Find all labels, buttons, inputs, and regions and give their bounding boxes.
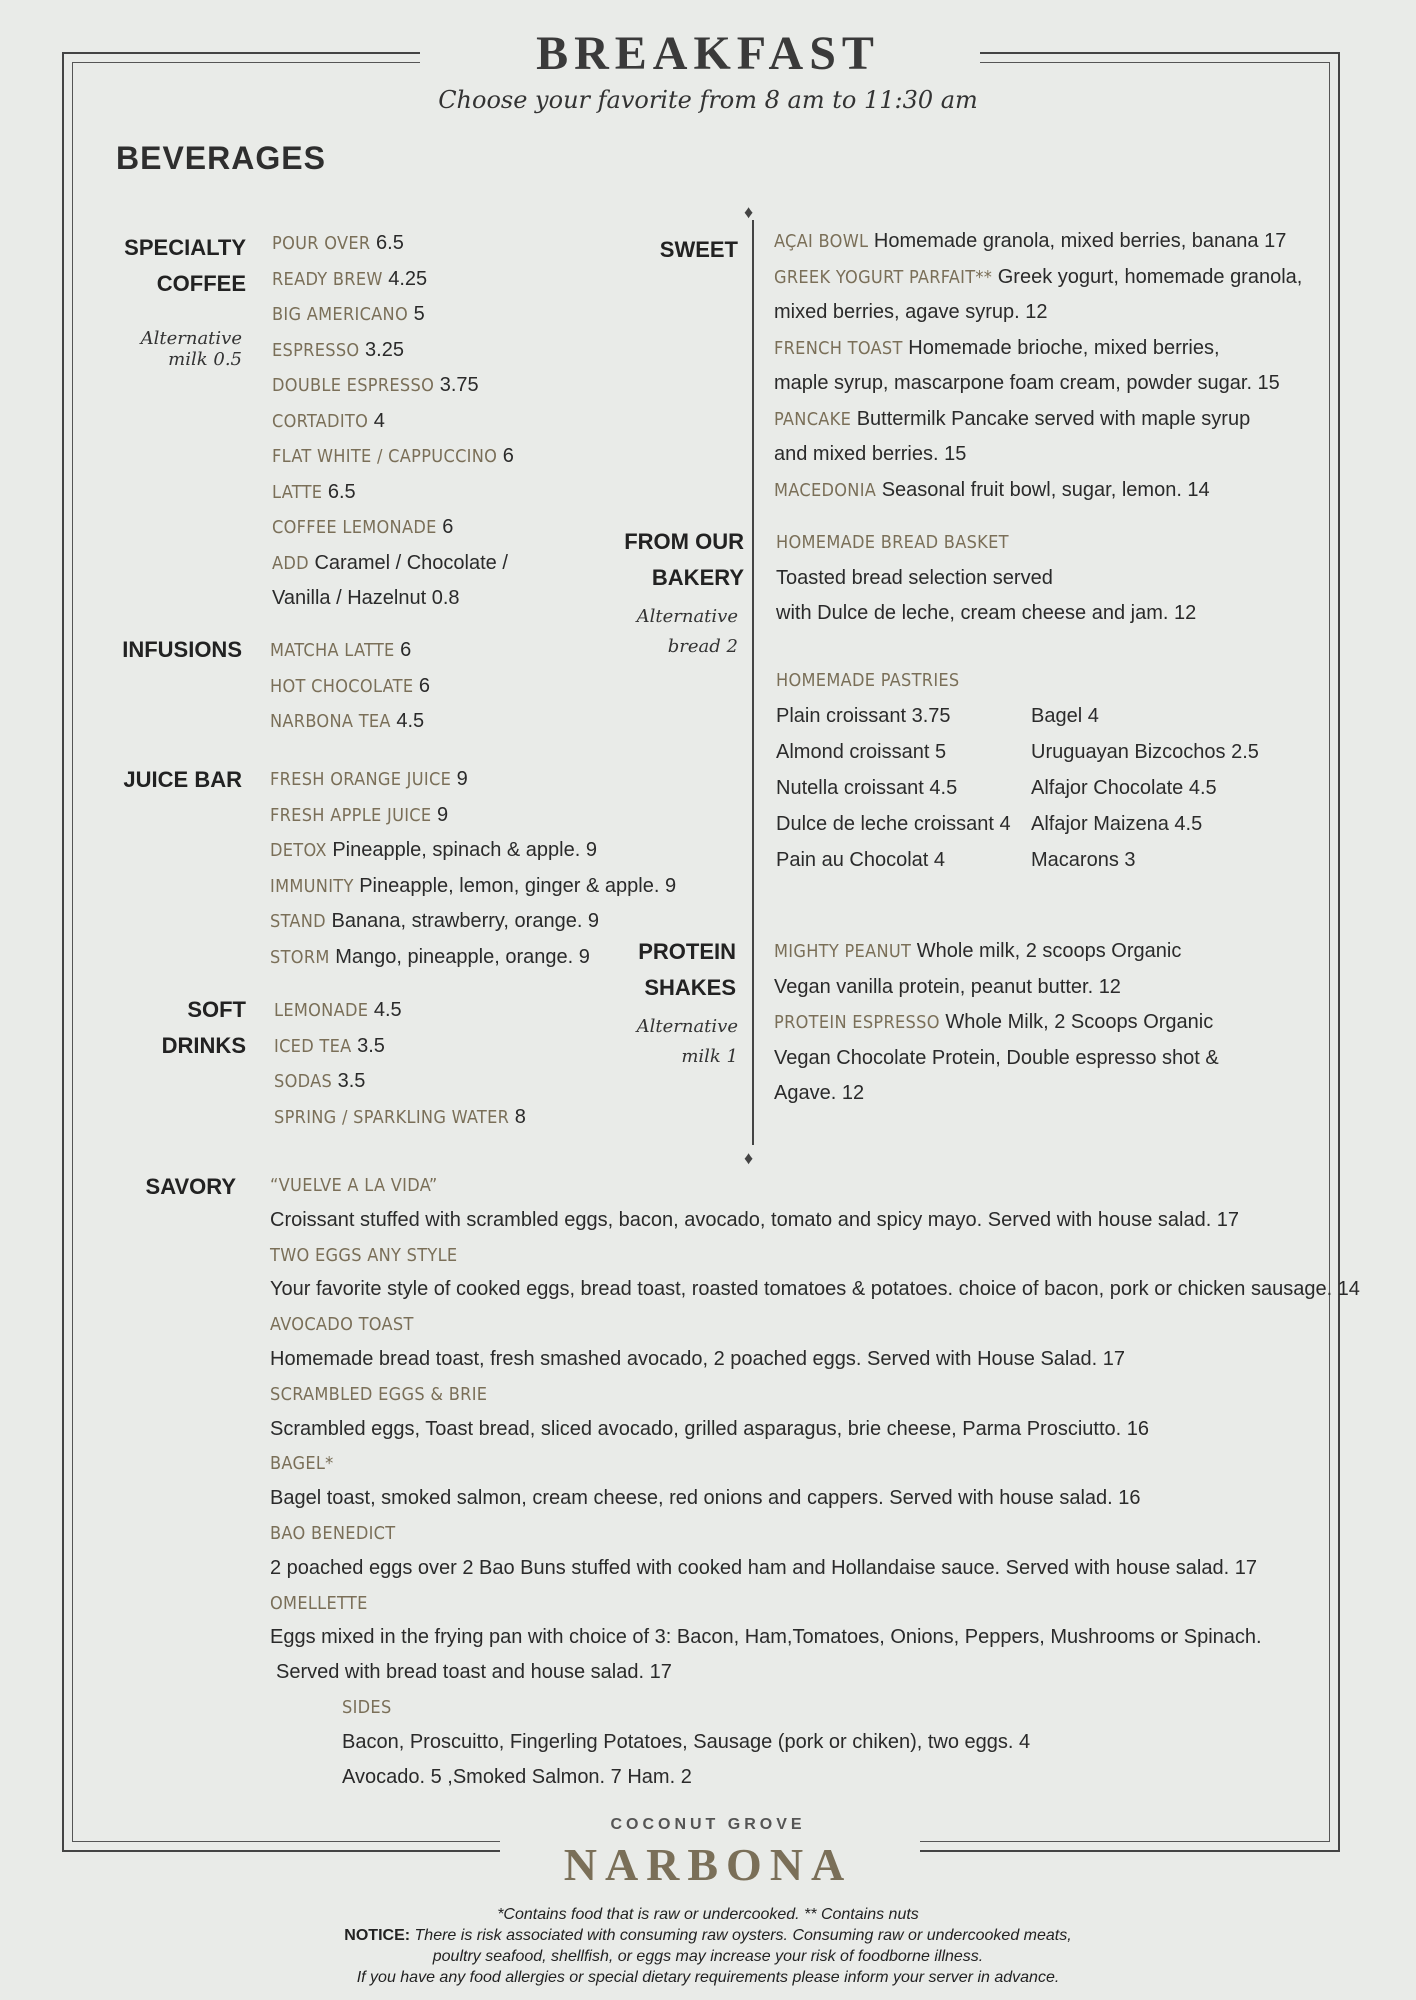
item-name: BAGEL* (270, 1453, 334, 1475)
item-desc: Whole milk, 2 scoops Organic (911, 940, 1182, 962)
savory-item-desc: Homemade bread toast, fresh smashed avocado, 2 poached eggs. Served with House Salad. 17 (270, 1347, 1125, 1370)
item-name: COFFEE LEMONADE (272, 517, 437, 538)
savory-item-name (270, 1446, 1360, 1481)
item-name: GREEK YOGURT PARFAIT** (774, 266, 993, 288)
item-name: SIDES (342, 1696, 392, 1718)
sides-desc: Avocado. 5 ,Smoked Salmon. 7 Ham. 2 (342, 1765, 692, 1788)
item-name: FRESH APPLE JUICE (270, 804, 432, 826)
protein-shakes-label: PROTEIN SHAKES (638, 939, 736, 1000)
savory-item-desc: Scrambled eggs, Toast bread, sliced avocado, grilled asparagus, brie cheese, Parma Prosciutto. 16 (270, 1417, 1150, 1440)
menu-line (774, 295, 1302, 331)
menu-subtitle: Choose your favorite from 8 am to 11:30 am (438, 86, 978, 114)
item-desc: Mango, pineapple, orange. (329, 945, 574, 968)
menu-item (270, 798, 676, 834)
item-name: ICED TEA (274, 1035, 352, 1057)
item-price: 3.25 (359, 338, 404, 361)
bread-basket (776, 525, 1196, 632)
item-name: NARBONA TEA (270, 711, 391, 732)
item-desc: Banana, strawberry, orange. (325, 910, 583, 932)
infusions-label: INFUSIONS (122, 637, 242, 662)
item-desc: Greek yogurt, homemade granola, (992, 265, 1303, 288)
item-name: “VUELVE A LA VIDA” (270, 1175, 438, 1196)
item-name: PROTEIN ESPRESSO (774, 1012, 940, 1033)
notice-line-2: poultry seafood, shellfish, or eggs may increase your risk of foodborne illness. (432, 1948, 984, 1965)
menu-item (272, 262, 514, 298)
pastry-row (776, 698, 1296, 734)
item-price: 6 (497, 445, 514, 467)
pastry-item: Macarons 3 (1031, 849, 1136, 871)
beverages-heading: BEVERAGES (116, 140, 326, 176)
item-price: 9 (580, 839, 597, 861)
divider-top-ornament: ♦ (744, 202, 754, 222)
pastry-row (776, 770, 1296, 806)
item-desc: Buttermilk Pancake served with maple syrup (851, 407, 1251, 430)
pastry-row (776, 842, 1296, 878)
pastries-heading: HOMEMADE PASTRIES (776, 670, 960, 691)
item-desc: Vegan Chocolate Protein, Double espresso shot & (774, 1046, 1219, 1069)
menu-line (774, 402, 1302, 438)
item-name: AVOCADO TOAST (270, 1314, 414, 1336)
menu-item (274, 1029, 526, 1065)
item-name: FLAT WHITE / CAPPUCCINO (272, 446, 498, 467)
savory-item-name (270, 1377, 1360, 1412)
pastry-item: Pain au Chocolat 4 (776, 849, 946, 871)
pastry-item: Almond croissant 5 (776, 741, 947, 763)
item-name: PANCAKE (774, 408, 852, 430)
item-desc: Whole Milk, 2 Scoops Organic (939, 1011, 1214, 1033)
item-name: FRENCH TOAST (774, 337, 903, 359)
sides-desc: Bacon, Proscuitto, Fingerling Potatoes, Sausage (pork or chiken), two eggs. 4 (342, 1730, 1031, 1753)
item-desc: maple syrup, mascarpone foam cream, powder sugar. 15 (774, 372, 1280, 394)
item-name: POUR OVER (272, 233, 371, 254)
item-name: SODAS (274, 1071, 333, 1092)
juice-bar-label: JUICE BAR (123, 767, 242, 792)
soft-drinks-list (274, 993, 526, 1135)
menu-item (270, 833, 676, 869)
item-desc: and mixed berries. 15 (774, 443, 967, 465)
notice-line-3: If you have any food allergies or special dietary requirements please inform your server in advance. (356, 1969, 1060, 1986)
item-desc: Pineapple, spinach & apple. (326, 839, 581, 861)
savory-item-desc: Bagel toast, smoked salmon, cream cheese, red onions and cappers. Served with house salad. 16 (270, 1487, 1141, 1510)
item-desc: mixed berries, agave syrup. 12 (774, 301, 1048, 323)
pastries-grid (776, 698, 1296, 878)
item-name: STAND (270, 911, 326, 932)
pastry-item: Uruguayan Bizcochos 2.5 (1031, 741, 1259, 763)
savory-item-desc: Served with bread toast and house salad. 17 (276, 1661, 672, 1684)
item-name: SCRAMBLED EGGS & BRIE (270, 1383, 488, 1405)
pastry-item: Alfajor Chocolate 4.5 (1031, 777, 1217, 799)
item-price: 4.5 (390, 710, 425, 732)
savory-item-name (270, 1586, 1360, 1621)
item-price: 6.5 (322, 480, 356, 503)
pastry-row (776, 806, 1296, 842)
item-name: MIGHTY PEANUT (774, 941, 912, 962)
item-desc: Homemade granola, mixed berries, banana 17 (868, 230, 1287, 252)
infusions-list (270, 633, 430, 740)
menu-line (774, 934, 1219, 970)
menu-item (272, 333, 514, 369)
item-desc: Homemade brioche, mixed berries, (902, 336, 1220, 359)
menu-title: BREAKFAST (536, 27, 880, 80)
savory-item-desc: Your favorite style of cooked eggs, bread toast, roasted tomatoes & potatoes. choice of bacon, pork or chicken sausage. 14 (270, 1278, 1360, 1301)
item-price: 4.25 (382, 267, 428, 290)
savory-label: SAVORY (145, 1174, 236, 1199)
item-name: LATTE (272, 481, 323, 503)
footer-brand-logo: NARBONA (563, 1839, 853, 1890)
raw-nuts-note: *Contains food that is raw or undercooked. ** Contains nuts (497, 1906, 919, 1923)
menu-item (272, 510, 514, 546)
item-name: OMELLETTE (270, 1592, 368, 1614)
savory-list (270, 1168, 1360, 1794)
sweet-list (774, 224, 1302, 508)
pastry-item: Alfajor Maizena 4.5 (1031, 813, 1203, 835)
item-price: 4 (368, 409, 385, 432)
item-name: HOT CHOCOLATE (270, 675, 414, 697)
item-name: SPRING / SPARKLING WATER (274, 1106, 510, 1128)
footer-location: COCONUT GROVE (610, 1816, 806, 1833)
menu-item (270, 633, 430, 669)
item-name: STORM (270, 946, 330, 968)
column-divider (752, 220, 754, 1145)
pastry-row (776, 734, 1296, 770)
item-name: MACEDONIA (774, 479, 877, 501)
savory-item-name (270, 1168, 1360, 1203)
menu-line (774, 473, 1302, 509)
menu-item (270, 704, 430, 740)
specialty-coffee-label: SPECIALTY COFFEE (124, 235, 246, 296)
item-desc: Vanilla / Hazelnut (272, 587, 427, 609)
item-desc: Pineapple, lemon, ginger & apple. (353, 874, 660, 897)
menu-line (774, 437, 1302, 473)
item-name: DETOX (270, 840, 327, 861)
item-price: 0.8 (426, 587, 460, 609)
item-price: 4.5 (368, 999, 402, 1021)
bread-basket-desc-1: Toasted bread selection served (776, 566, 1053, 589)
menu-line (774, 970, 1219, 1006)
menu-item (274, 993, 526, 1029)
item-name: TWO EGGS ANY STYLE (270, 1244, 458, 1266)
item-price: 8 (509, 1105, 526, 1128)
item-price: 9 (582, 910, 600, 932)
menu-line (774, 1041, 1219, 1077)
bread-basket-desc-2: with Dulce de leche, cream cheese and jam. 12 (776, 602, 1197, 624)
item-name: AÇAI BOWL (774, 231, 869, 252)
menu-line (774, 260, 1302, 296)
item-price: 9 (659, 874, 677, 897)
menu-item (270, 869, 676, 905)
bakery-label: FROM OUR BAKERY (624, 529, 744, 590)
pastry-item: Plain croissant 3.75 (776, 705, 951, 727)
item-name: CORTADITO (272, 410, 369, 432)
item-price: 6 (413, 674, 431, 697)
alternative-milk-protein-note: Alternative milk 1 (636, 1016, 738, 1067)
item-name: ADD (272, 552, 309, 574)
menu-line (774, 366, 1302, 402)
pastry-item: Dulce de leche croissant 4 (776, 813, 1011, 835)
item-price: 9 (451, 768, 468, 790)
savory-item-desc: 2 poached eggs over 2 Bao Buns stuffed with cooked ham and Hollandaise sauce. Served with house salad. 17 (270, 1556, 1257, 1579)
item-price: 3.75 (434, 374, 479, 396)
menu-line (774, 1076, 1219, 1112)
item-desc: Caramel / Chocolate / (308, 551, 508, 574)
pastry-item: Bagel 4 (1031, 705, 1099, 727)
footer-notes (270, 1904, 1146, 1988)
item-price: 9 (573, 945, 590, 968)
item-price: 6 (436, 516, 454, 538)
item-desc: Seasonal fruit bowl, sugar, lemon. 14 (876, 478, 1210, 501)
savory-item-desc: Eggs mixed in the frying pan with choice of 3: Bacon, Ham,Tomatoes, Onions, Peppers, Mushrooms or Spinach. (270, 1626, 1262, 1649)
menu-item (272, 226, 514, 262)
menu-item (272, 404, 514, 440)
item-name: IMMUNITY (270, 875, 354, 897)
alternative-bread-note: Alternative bread 2 (636, 606, 738, 657)
specialty-coffee-list (272, 226, 514, 617)
protein-list (774, 934, 1219, 1112)
soft-drinks-label: SOFT DRINKS (161, 997, 246, 1058)
item-name: DOUBLE ESPRESSO (272, 375, 435, 396)
menu-item (272, 475, 514, 511)
divider-bottom-ornament: ♦ (744, 1148, 754, 1168)
menu-line (774, 1005, 1219, 1041)
alternative-milk-note: Alternative milk 0.5 (140, 328, 242, 370)
item-price: 5 (408, 303, 425, 325)
savory-item-name (270, 1238, 1360, 1273)
item-desc: Agave. 12 (774, 1082, 865, 1104)
savory-item-name (270, 1516, 1360, 1551)
menu-item (272, 368, 514, 404)
menu-item (272, 581, 514, 617)
notice-line-1: NOTICE: There is risk associated with consuming raw oysters. Consuming raw or undercooked meats, (344, 1927, 1072, 1944)
item-price: 6.5 (370, 232, 404, 254)
menu-line (774, 331, 1302, 367)
item-name: BIG AMERICANO (272, 304, 409, 325)
menu-item (272, 546, 514, 582)
savory-item-desc: Croissant stuffed with scrambled eggs, bacon, avocado, tomato and spicy mayo. Served with house salad. 17 (270, 1208, 1240, 1231)
item-name: BAO BENEDICT (270, 1522, 396, 1544)
item-price: 9 (431, 803, 449, 826)
item-name: ESPRESSO (272, 339, 360, 361)
menu-item (270, 762, 676, 798)
pastry-item: Nutella croissant 4.5 (776, 777, 958, 799)
menu-item (272, 297, 514, 333)
savory-item-name (270, 1307, 1360, 1342)
sides-heading (270, 1690, 1360, 1725)
menu-item (274, 1064, 526, 1100)
item-desc: Vegan vanilla protein, peanut butter. 12 (774, 975, 1121, 998)
item-price: 6 (394, 639, 412, 661)
item-price: 3.5 (351, 1034, 385, 1057)
bread-basket-name: HOMEMADE BREAD BASKET (776, 532, 1009, 553)
item-name: MATCHA LATTE (270, 640, 395, 661)
menu-line (774, 224, 1302, 260)
item-name: LEMONADE (274, 1000, 369, 1021)
item-name: READY BREW (272, 268, 383, 290)
menu-item (270, 669, 430, 705)
menu-item (272, 439, 514, 475)
item-price: 3.5 (332, 1070, 366, 1092)
menu-item (274, 1100, 526, 1136)
sweet-label: SWEET (659, 237, 738, 262)
item-name: FRESH ORANGE JUICE (270, 769, 452, 790)
